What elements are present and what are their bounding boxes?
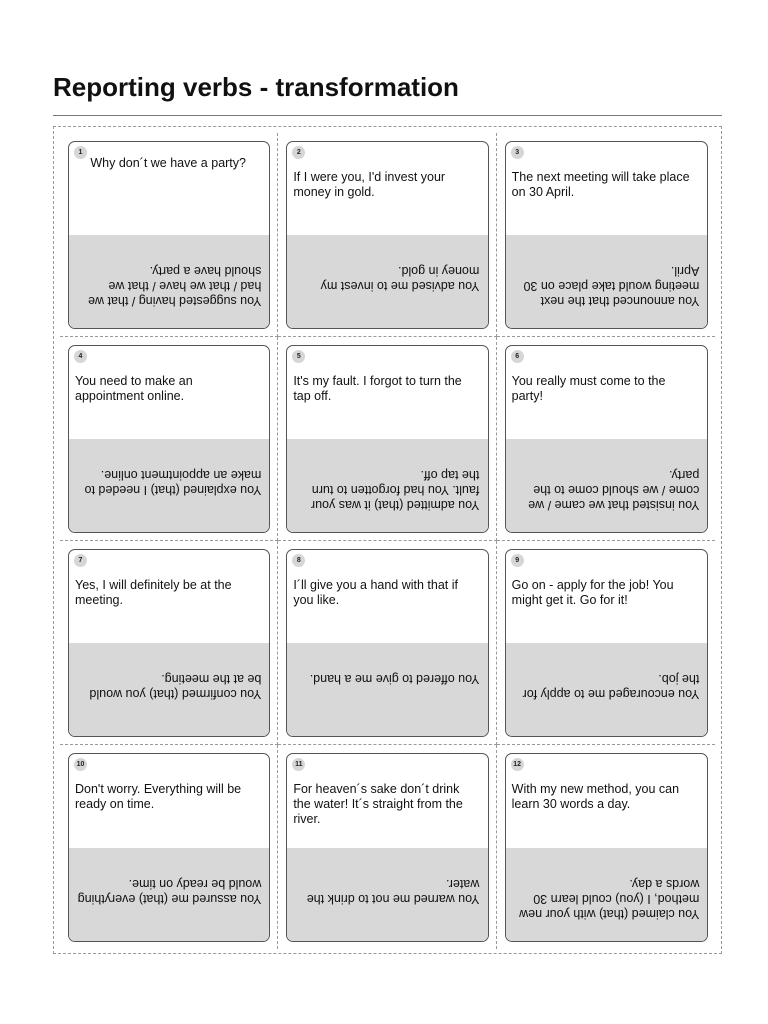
card-front [287, 550, 487, 644]
card-number-badge: 11 [292, 758, 305, 771]
card-number-badge: 9 [511, 554, 524, 567]
card-number-badge: 4 [74, 350, 87, 363]
card-prompt: I´ll give you a hand with that if you like. [293, 578, 459, 607]
card-prompt: Why don´t we have a party? [90, 156, 246, 170]
card-1 [68, 141, 270, 329]
card-cell [497, 337, 715, 541]
card-front [69, 754, 269, 849]
card-answer: You encouraged me to apply for the job. [522, 672, 699, 701]
card-front [287, 142, 487, 236]
card-answer: You admitted (that) it was your fault. You had forgotten to turn the tap off. [311, 468, 480, 512]
card-prompt: With my new method, you can learn 30 words a day. [511, 782, 680, 811]
card-prompt: You need to make an appointment online. [75, 374, 193, 403]
card-front [69, 142, 269, 236]
card-back [287, 848, 487, 942]
card-answer: You offered to give me a hand. [310, 672, 480, 686]
card-3 [505, 141, 708, 329]
card-answer: You announced that the next meeting would take place on 30 April. [523, 264, 699, 308]
card-answer: You suggested having / that we had / that we have / that we should have a party. [88, 264, 262, 308]
card-cell [497, 133, 715, 337]
card-prompt: For heaven´s sake don´t drink the water! It´s straight from the river. [293, 782, 463, 826]
card-cell [278, 541, 496, 745]
card-cell [60, 541, 278, 745]
card-number-badge: 10 [74, 758, 87, 771]
card-number-badge: 5 [292, 350, 305, 363]
card-10 [68, 753, 270, 942]
card-number-badge: 2 [292, 146, 305, 159]
card-answer: You warned me not to drink the water. [307, 876, 480, 906]
cut-out-sheet [53, 126, 722, 954]
card-back [69, 643, 269, 736]
card-7 [68, 549, 270, 737]
card-prompt: The next meeting will take place on 30 April. [511, 170, 690, 199]
card-back [287, 439, 487, 532]
card-front [506, 550, 707, 644]
card-5 [286, 345, 488, 533]
card-cell [60, 745, 278, 949]
card-number-badge: 1 [74, 146, 87, 159]
page-title: Reporting verbs - transformation [53, 72, 459, 102]
card-front [287, 754, 487, 849]
title-divider [53, 115, 722, 116]
card-2 [286, 141, 488, 329]
card-prompt: Yes, I will definitely be at the meeting. [75, 578, 232, 607]
card-answer: You assured me (that) everything would be ready on time. [77, 876, 262, 906]
card-cell [497, 745, 715, 949]
card-prompt: Don't worry. Everything will be ready on time. [75, 782, 242, 811]
card-back [506, 643, 707, 736]
card-back [287, 235, 487, 328]
card-number-badge: 6 [511, 350, 524, 363]
card-prompt: Go on - apply for the job! You might get it. Go for it! [511, 578, 674, 607]
card-cell [278, 337, 496, 541]
card-number-badge: 3 [511, 146, 524, 159]
card-4 [68, 345, 270, 533]
card-front [506, 142, 707, 236]
card-back [69, 235, 269, 328]
card-front [506, 754, 707, 849]
card-9 [505, 549, 708, 737]
card-number-badge: 12 [511, 758, 524, 771]
card-front [69, 346, 269, 440]
card-back [69, 848, 269, 942]
card-cell [60, 133, 278, 337]
card-11 [286, 753, 488, 942]
card-back [506, 235, 707, 328]
card-front [506, 346, 707, 440]
card-answer: You claimed (that) with your new method, I (you) could learn 30 words a day. [518, 876, 699, 921]
card-back [69, 439, 269, 532]
card-prompt: It's my fault. I forgot to turn the tap off. [293, 374, 462, 403]
card-12 [505, 753, 708, 942]
card-prompt: If I were you, I'd invest your money in gold. [293, 170, 446, 199]
card-answer: You advised me to invest my money in gold. [321, 264, 480, 293]
card-cell [278, 745, 496, 949]
card-8 [286, 549, 488, 737]
card-front [69, 550, 269, 644]
card-cell [497, 541, 715, 745]
card-back [287, 643, 487, 736]
card-6 [505, 345, 708, 533]
card-number-badge: 7 [74, 554, 87, 567]
card-answer: You explained (that) I needed to make an appointment online. [84, 468, 262, 497]
card-number-badge: 8 [292, 554, 305, 567]
card-back [506, 439, 707, 532]
card-answer: You confirmed (that) you would be at the meeting. [89, 672, 262, 701]
card-prompt: You really must come to the party! [511, 374, 666, 403]
card-cell [60, 337, 278, 541]
card-grid [60, 133, 715, 949]
card-cell [278, 133, 496, 337]
card-back [506, 848, 707, 942]
card-front [287, 346, 487, 440]
card-answer: You insisted that we came / we come / we should come to the party. [527, 468, 699, 512]
